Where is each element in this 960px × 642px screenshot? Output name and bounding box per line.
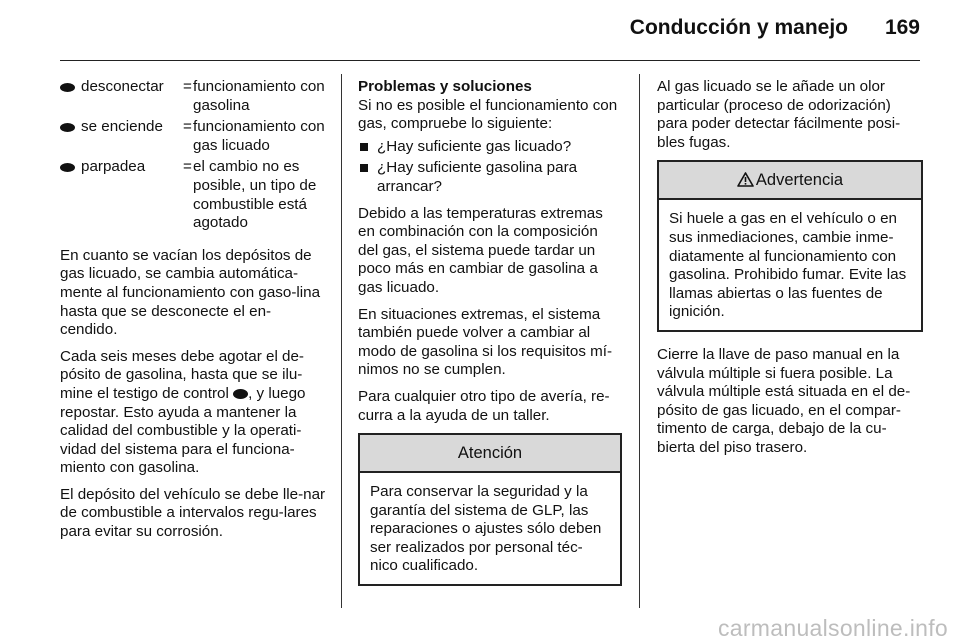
lamp-status-desc: funcionamiento con gasolina bbox=[193, 78, 325, 114]
lamp-status-row bbox=[60, 118, 326, 155]
page-number: 169 bbox=[884, 16, 920, 39]
lamp-status-list bbox=[60, 78, 326, 233]
paragraph: Cierre la llave de paso manual en la válvula múltiple si fuera posible. La válvula múltiple está situada en el de-pósito de gas licuado, en el compar-timento de carga, debajo de la cu-bierta del piso trasero. bbox=[657, 345, 911, 456]
column-2 bbox=[358, 78, 622, 592]
lamp-status-row bbox=[60, 158, 326, 232]
list-item: ¿Hay suficiente gas licuado? bbox=[358, 138, 622, 157]
lamp-status-term: se enciende bbox=[81, 118, 163, 136]
lpg-lamp-icon bbox=[60, 123, 75, 132]
paragraph: Debido a las temperaturas extremas en combinación con la composición del gas, el sistema puede tardar un poco más en cambiar de gasolina a gas licuado. bbox=[358, 204, 603, 296]
warning-box bbox=[657, 160, 923, 332]
warning-triangle-icon bbox=[737, 164, 754, 200]
paragraph: Si no es posible el funcionamiento con gas, compruebe lo siguiente: bbox=[358, 96, 618, 133]
paragraph: Para cualquier otro tipo de avería, re-curra a la ayuda de un taller. bbox=[358, 387, 610, 424]
paragraph: Cada seis meses debe agotar el de-pósito de gasolina, hasta que se ilu-mine el testigo de control , y luego repostar. Esto ayuda a mantener la calidad del combustible y la operati-vidad del sistema para el funciona-miento con gasolina. bbox=[60, 347, 306, 477]
caution-title: Atención bbox=[360, 435, 620, 473]
column-1 bbox=[60, 78, 326, 550]
caution-body: Para conservar la seguridad y la garantía del sistema de GLP, las reparaciones o ajustes sólo deben ser realizados por personal téc-nico cualificado. bbox=[370, 483, 602, 575]
lamp-status-desc: funcionamiento con gas licuado bbox=[193, 118, 325, 154]
header-divider bbox=[60, 60, 920, 61]
paragraph: Al gas licuado se le añade un olor particular (proceso de odorización) para poder detectar fácilmente posi-bles fugas. bbox=[657, 78, 901, 151]
equals-sign: = bbox=[183, 158, 192, 176]
warning-title: Advertencia bbox=[755, 171, 844, 190]
column-divider-2 bbox=[639, 74, 640, 608]
warning-body: Si huele a gas en el vehículo o en sus inmediaciones, cambie inme-diatamente al funcionamiento con gasolina. Prohibido fumar. Evite las llamas abiertas o las fuentes de ignición. bbox=[669, 210, 907, 321]
lamp-status-term: desconectar bbox=[81, 78, 164, 95]
lamp-status-row bbox=[60, 78, 326, 115]
section-title: Conducción y manejo bbox=[629, 16, 848, 39]
paragraph: El depósito del vehículo se debe lle-nar de combustible a intervalos regu-lares para evitar su corrosión. bbox=[60, 485, 326, 541]
check-list bbox=[358, 138, 622, 197]
watermark: carmanualsonline.info bbox=[717, 615, 948, 641]
equals-sign: = bbox=[183, 78, 192, 95]
paragraph: En situaciones extremas, el sistema también puede volver a cambiar al modo de gasolina si los requisitos mí-nimos no se cumplen. bbox=[358, 305, 613, 379]
bullet-square-icon bbox=[360, 164, 368, 172]
column-divider-1 bbox=[341, 74, 342, 608]
lpg-lamp-icon bbox=[60, 83, 75, 92]
list-item: ¿Hay suficiente gasolina para arrancar? bbox=[358, 159, 622, 196]
lpg-lamp-icon bbox=[60, 163, 75, 172]
lamp-status-desc: el cambio no es posible, un tipo de combustible está agotado bbox=[193, 158, 317, 232]
control-lamp-icon bbox=[233, 389, 248, 399]
page-header bbox=[0, 0, 960, 62]
column-3 bbox=[657, 78, 923, 466]
bullet-square-icon bbox=[360, 143, 368, 151]
lamp-status-term: parpadea bbox=[81, 158, 146, 176]
caution-box bbox=[358, 433, 622, 586]
troubleshooting-heading: Problemas y soluciones bbox=[358, 78, 532, 95]
equals-sign: = bbox=[183, 118, 192, 136]
paragraph: En cuanto se vacían los depósitos de gas licuado, se cambia automática-mente al funcionamiento con gaso-lina hasta que se desconecte el en-cendido. bbox=[60, 246, 321, 339]
warning-header bbox=[659, 162, 921, 200]
